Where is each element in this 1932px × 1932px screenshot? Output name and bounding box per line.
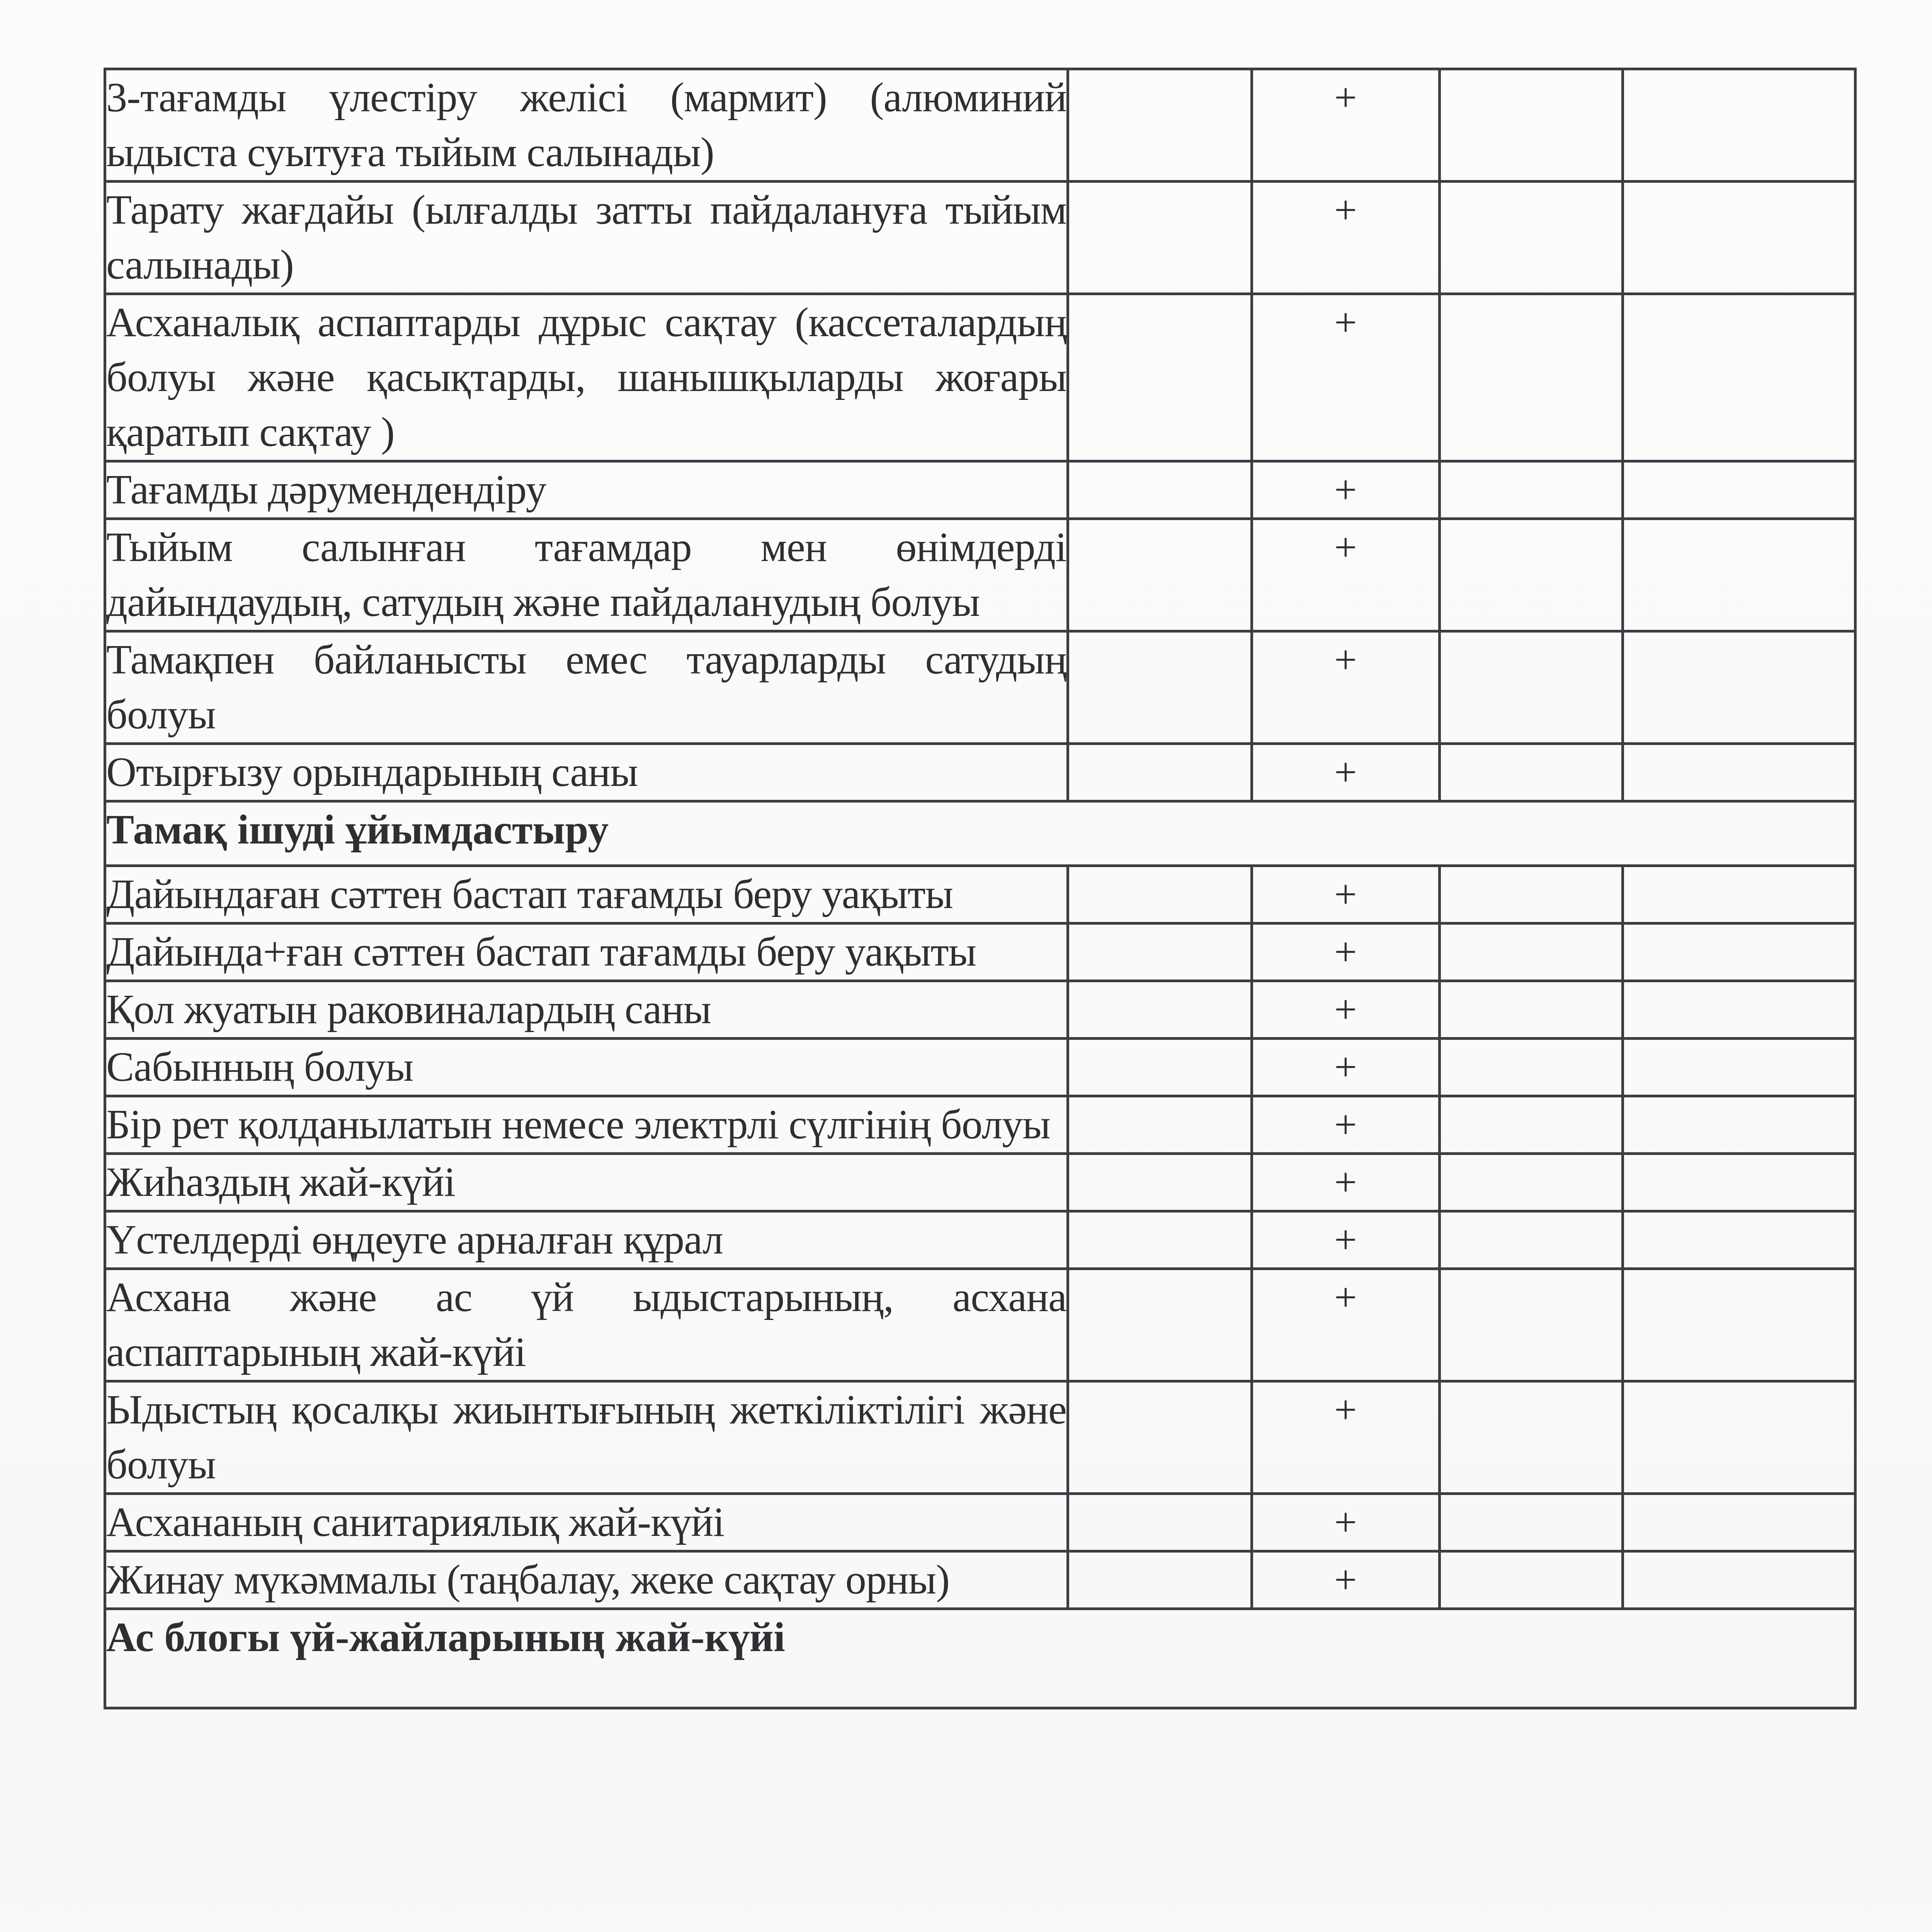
checklist-row <box>105 981 1855 1039</box>
criterion-text: Тыйым салынған тағамдар мен өнімдерді дайындаудың, сатудың және пайдаланудың болуы <box>105 519 1068 631</box>
empty-mark-cell <box>1068 923 1252 981</box>
plus-mark-cell: + <box>1252 744 1440 801</box>
empty-mark-cell <box>1440 461 1623 519</box>
checklist-row <box>105 69 1855 182</box>
empty-mark-cell <box>1623 923 1855 981</box>
criterion-text: Бір рет қолданылатын немесе электрлі сүлгінің болуы <box>105 1096 1068 1154</box>
plus-mark-cell: + <box>1252 182 1440 294</box>
empty-mark-cell <box>1440 69 1623 182</box>
empty-mark-cell <box>1440 923 1623 981</box>
empty-mark-cell <box>1623 182 1855 294</box>
empty-mark-cell <box>1068 461 1252 519</box>
criterion-text: Отырғызу орындарының саны <box>105 744 1068 801</box>
empty-mark-cell <box>1068 1211 1252 1269</box>
empty-mark-cell <box>1068 1269 1252 1381</box>
plus-mark-cell: + <box>1252 294 1440 461</box>
checklist-row <box>105 631 1855 744</box>
plus-mark-cell: + <box>1252 1269 1440 1381</box>
empty-mark-cell <box>1623 1269 1855 1381</box>
plus-mark-cell: + <box>1252 631 1440 744</box>
empty-mark-cell <box>1440 519 1623 631</box>
empty-mark-cell <box>1440 182 1623 294</box>
empty-mark-cell <box>1623 866 1855 923</box>
plus-mark-cell: + <box>1252 1494 1440 1551</box>
empty-mark-cell <box>1440 1269 1623 1381</box>
plus-mark-cell: + <box>1252 1039 1440 1096</box>
checklist-row <box>105 1494 1855 1551</box>
criterion-text: Ыдыстың қосалқы жиынтығының жеткіліктілігі және болуы <box>105 1381 1068 1494</box>
empty-mark-cell <box>1623 69 1855 182</box>
empty-mark-cell <box>1623 1154 1855 1211</box>
empty-mark-cell <box>1440 981 1623 1039</box>
plus-mark-cell: + <box>1252 981 1440 1039</box>
empty-mark-cell <box>1440 1211 1623 1269</box>
empty-mark-cell <box>1623 1211 1855 1269</box>
empty-mark-cell <box>1068 1096 1252 1154</box>
section-header-row <box>105 1609 1855 1708</box>
checklist-body <box>105 69 1855 1708</box>
plus-mark-cell: + <box>1252 69 1440 182</box>
empty-mark-cell <box>1068 981 1252 1039</box>
empty-mark-cell <box>1440 294 1623 461</box>
plus-mark-cell: + <box>1252 461 1440 519</box>
plus-mark-cell: + <box>1252 866 1440 923</box>
section-title: Ас блогы үй-жайларының жай-күйі <box>105 1609 1855 1708</box>
plus-mark-cell: + <box>1252 1096 1440 1154</box>
checklist-row <box>105 1096 1855 1154</box>
checklist-row <box>105 1039 1855 1096</box>
criterion-text: Сабынның болуы <box>105 1039 1068 1096</box>
empty-mark-cell <box>1068 1494 1252 1551</box>
checklist-row <box>105 1211 1855 1269</box>
empty-mark-cell <box>1623 1096 1855 1154</box>
section-title: Тамақ ішуді ұйымдастыру <box>105 801 1855 866</box>
empty-mark-cell <box>1440 1381 1623 1494</box>
empty-mark-cell <box>1440 1096 1623 1154</box>
criterion-text: Жиһаздың жай-күйі <box>105 1154 1068 1211</box>
plus-mark-cell: + <box>1252 1381 1440 1494</box>
checklist-row <box>105 866 1855 923</box>
empty-mark-cell <box>1623 461 1855 519</box>
empty-mark-cell <box>1068 519 1252 631</box>
criterion-text: Асхананың санитариялық жай-күйі <box>105 1494 1068 1551</box>
criterion-text: Жинау мүкәммалы (таңбалау, жеке сақтау орны) <box>105 1551 1068 1609</box>
empty-mark-cell <box>1068 866 1252 923</box>
checklist-row <box>105 1381 1855 1494</box>
empty-mark-cell <box>1623 1494 1855 1551</box>
criterion-text: Тағамды дәрумендендіру <box>105 461 1068 519</box>
empty-mark-cell <box>1068 182 1252 294</box>
empty-mark-cell <box>1068 1381 1252 1494</box>
checklist-row <box>105 461 1855 519</box>
empty-mark-cell <box>1623 981 1855 1039</box>
checklist-row <box>105 1154 1855 1211</box>
empty-mark-cell <box>1068 744 1252 801</box>
checklist-row <box>105 519 1855 631</box>
criterion-text: 3-тағамды үлестіру желісі (мармит) (алюминий ыдыста суытуға тыйым салынады) <box>105 69 1068 182</box>
checklist-row <box>105 182 1855 294</box>
empty-mark-cell <box>1440 744 1623 801</box>
empty-mark-cell <box>1068 1551 1252 1609</box>
plus-mark-cell: + <box>1252 923 1440 981</box>
empty-mark-cell <box>1440 1154 1623 1211</box>
empty-mark-cell <box>1068 631 1252 744</box>
empty-mark-cell <box>1623 1381 1855 1494</box>
empty-mark-cell <box>1440 631 1623 744</box>
empty-mark-cell <box>1623 1039 1855 1096</box>
criterion-text: Тарату жағдайы (ылғалды затты пайдалануға тыйым салынады) <box>105 182 1068 294</box>
checklist-row <box>105 923 1855 981</box>
plus-mark-cell: + <box>1252 1551 1440 1609</box>
empty-mark-cell <box>1068 1154 1252 1211</box>
empty-mark-cell <box>1623 519 1855 631</box>
empty-mark-cell <box>1068 1039 1252 1096</box>
criterion-text: Үстелдерді өңдеуге арналған құрал <box>105 1211 1068 1269</box>
inspection-checklist-table <box>104 68 1857 1709</box>
empty-mark-cell <box>1623 294 1855 461</box>
plus-mark-cell: + <box>1252 1211 1440 1269</box>
criterion-text: Асхана және ас үй ыдыстарының, асхана аспаптарының жай-күйі <box>105 1269 1068 1381</box>
empty-mark-cell <box>1068 294 1252 461</box>
checklist-row <box>105 1551 1855 1609</box>
empty-mark-cell <box>1440 866 1623 923</box>
criterion-text: Асханалық аспаптарды дұрыс сақтау (кассеталардың болуы және қасықтарды, шанышқыларды жоғары қаратып сақтау ) <box>105 294 1068 461</box>
empty-mark-cell <box>1440 1551 1623 1609</box>
empty-mark-cell <box>1623 1551 1855 1609</box>
criterion-text: Дайында+ған сәттен бастап тағамды беру уақыты <box>105 923 1068 981</box>
checklist-row <box>105 294 1855 461</box>
criterion-text: Қол жуатын раковиналардың саны <box>105 981 1068 1039</box>
empty-mark-cell <box>1440 1039 1623 1096</box>
empty-mark-cell <box>1623 631 1855 744</box>
section-header-row <box>105 801 1855 866</box>
checklist-row <box>105 744 1855 801</box>
empty-mark-cell <box>1068 69 1252 182</box>
empty-mark-cell <box>1623 744 1855 801</box>
empty-mark-cell <box>1440 1494 1623 1551</box>
criterion-text: Тамақпен байланысты емес тауарларды сатудың болуы <box>105 631 1068 744</box>
plus-mark-cell: + <box>1252 519 1440 631</box>
checklist-row <box>105 1269 1855 1381</box>
plus-mark-cell: + <box>1252 1154 1440 1211</box>
criterion-text: Дайындаған сәттен бастап тағамды беру уақыты <box>105 866 1068 923</box>
